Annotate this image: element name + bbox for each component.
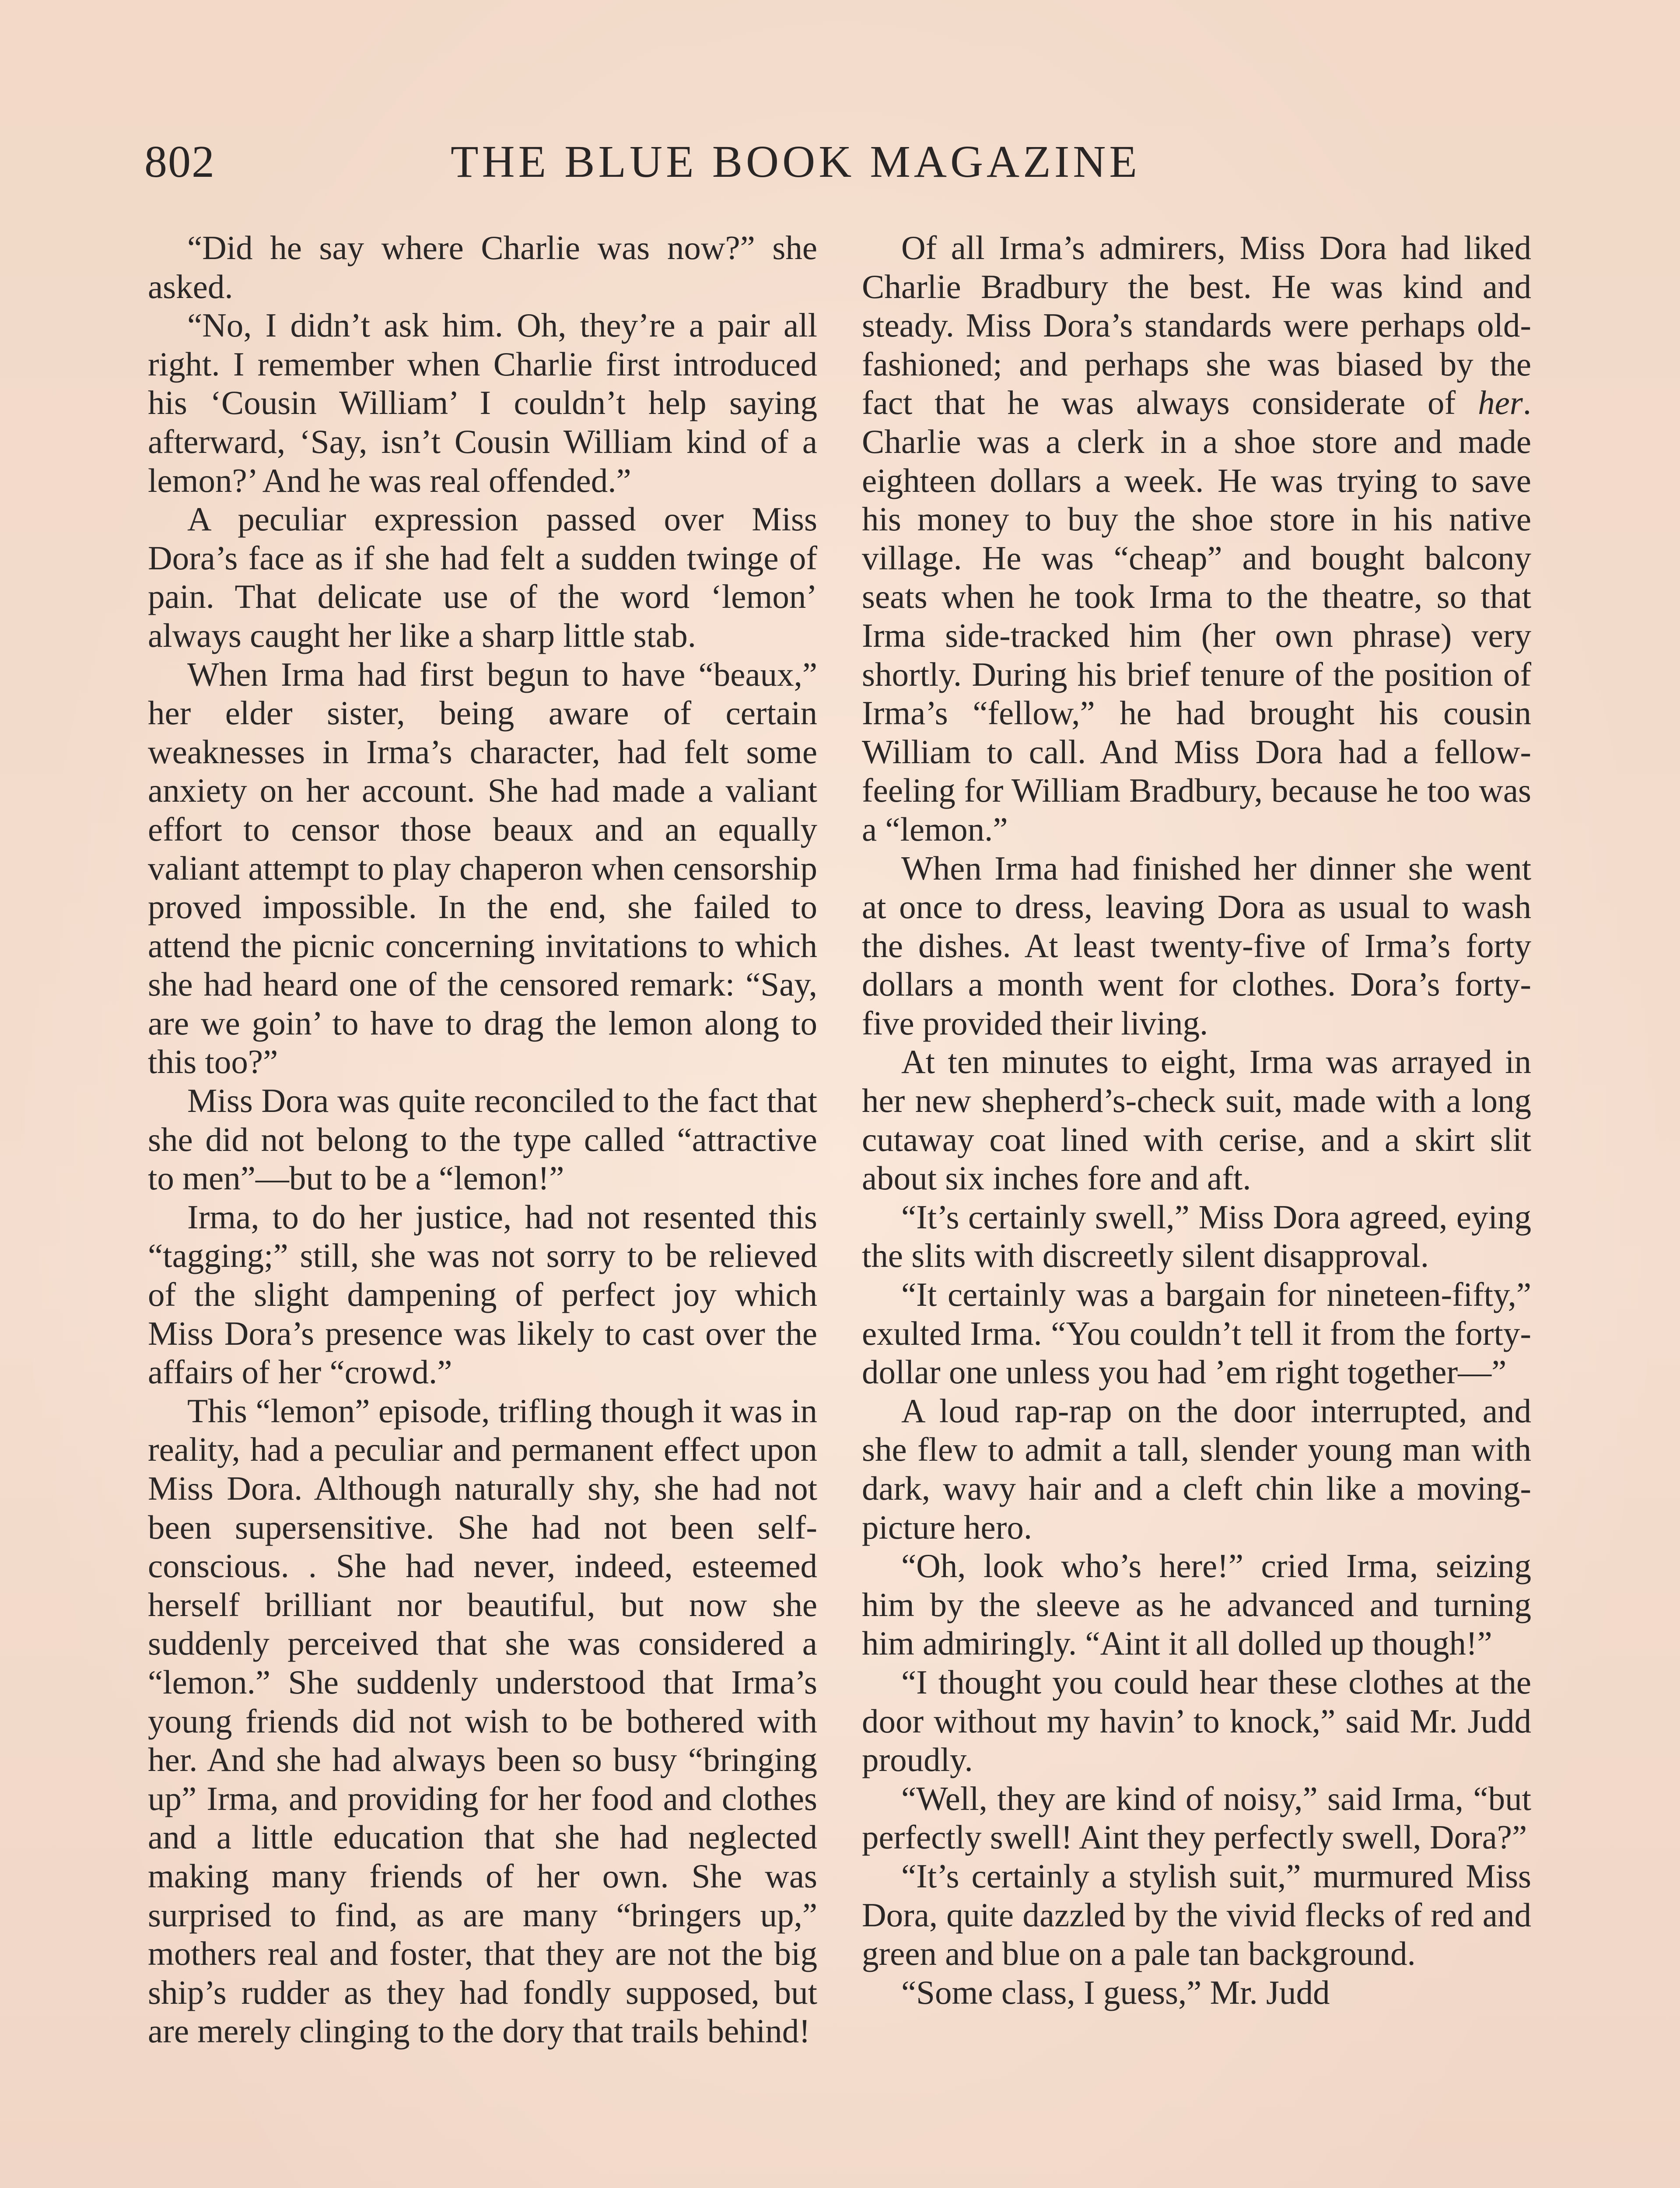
paragraph: “Did he say where Charlie was now?” she asked. [148,229,817,305]
right-column [862,228,1531,2012]
paragraph-text: Of all Irma’s admirers, Miss Dora had liked Charlie Bradbury the best. He was kind and steady. Miss Dora’s standards were perhaps old-fashioned; and perhaps she was biased by the fact that he was always considerate of [862,229,1531,422]
paragraph: At ten minutes to eight, Irma was arrayed in her new shepherd’s-check suit, made with a long cutaway coat lined with cerise, and a skirt slit about six inches fore and aft. [862,1043,1531,1197]
paragraph: “It’s certainly a stylish suit,” murmured Miss Dora, quite dazzled by the vivid flecks of red and green and blue on a pale tan background. [862,1857,1531,1973]
paragraph: “It’s certainly swell,” Miss Dora agreed, eying the slits with discreetly silent disapproval. [862,1198,1531,1275]
running-title: THE BLUE BOOK MAGAZINE [451,137,1141,187]
paragraph [862,228,1531,849]
paragraph: Miss Dora was quite reconciled to the fact that she did not belong to the type called “attractive to men”—but to be a “lemon!” [148,1082,817,1197]
paragraph: “No, I didn’t ask him. Oh, they’re a pair all right. I remember when Charlie first introduced his ‘Cousin William’ I couldn’t help saying afterward, ‘Say, isn’t Cousin William kind of a lemon?’ And he was real offended.” [148,306,817,499]
paragraph: A loud rap-rap on the door interrupted, and she flew to admit a tall, slender young man with dark, wavy hair and a cleft chin like a moving-picture hero. [862,1392,1531,1546]
paragraph: “Oh, look who’s here!” cried Irma, seizing him by the sleeve as he advanced and turning him admiringly. “Aint it all dolled up though!” [862,1547,1531,1662]
paragraph: Irma, to do her justice, had not resented this “tagging;” still, she was not sorry to be relieved of the slight dampening of perfect joy which Miss Dora’s presence was likely to cast over the affairs of her “crowd.” [148,1198,817,1391]
paragraph: This “lemon” episode, trifling though it was in reality, had a peculiar and permanent effect upon Miss Dora. Although naturally shy, she had not been supersensitive. She had not been self-conscious. . She had never, indeed, esteemed herself brilliant nor beautiful, but now she suddenly perceived that she was considered a “lemon.” She suddenly understood that Irma’s young friends did not wish to be bothered with her. And she had always been so busy “bringing up” Irma, and providing for her food and clothes and a little education that she had neglected making many friends of her own. She was surprised to find, as are many “bringers up,” mothers real and foster, that they are not the big ship’s rudder as they had fondly supposed, but are merely clinging to the dory that trails behind! [148,1392,817,2050]
paragraph-text: . Charlie was a clerk in a shoe store and made eighteen dollars a week. He was trying to save his money to buy the shoe store in his native village. He was “cheap” and bought balcony seats when he took Irma to the theatre, so that Irma side-tracked him (her own phrase) very shortly. During his brief tenure of the position of Irma’s “fellow,” he had brought his cousin William to call. And Miss Dora had a fellow-feeling for William Bradbury, because he too was a “lemon.” [862,384,1532,848]
paragraph: “I thought you could hear these clothes at the door without my havin’ to knock,” said Mr. Judd proudly. [862,1663,1531,1779]
paragraph: “It certainly was a bargain for nineteen-fifty,” exulted Irma. “You couldn’t tell it from the forty-dollar one unless you had ’em right together—” [862,1276,1531,1391]
paragraph: When Irma had first begun to have “beaux,” her elder sister, being aware of certain weaknesses in Irma’s character, had felt some anxiety on her account. She had made a valiant effort to censor those beaux and an equally valiant attempt to play chaperon when censorship proved impossible. In the end, she failed to attend the picnic concerning invitations to which she had heard one of the censored remark: “Say, are we goin’ to have to drag the lemon along to this too?” [148,655,817,1081]
left-column [148,228,817,2051]
page-number: 802 [144,137,215,187]
page-header [144,131,1536,193]
paragraph: A peculiar expression passed over Miss Dora’s face as if she had felt a sudden twinge of pain. That delicate use of the word ‘lemon’ always caught her like a sharp little stab. [148,500,817,654]
emphasis-text: her [1478,384,1523,422]
paragraph: When Irma had finished her dinner she went at once to dress, leaving Dora as usual to wash the dishes. At least twenty-five of Irma’s forty dollars a month went for clothes. Dora’s forty-five provided their living. [862,849,1531,1042]
paragraph: “Some class, I guess,” Mr. Judd [901,1973,1330,2011]
paragraph: “Well, they are kind of noisy,” said Irma, “but perfectly swell! Aint they perfectly swell, Dora?” [862,1779,1531,1856]
